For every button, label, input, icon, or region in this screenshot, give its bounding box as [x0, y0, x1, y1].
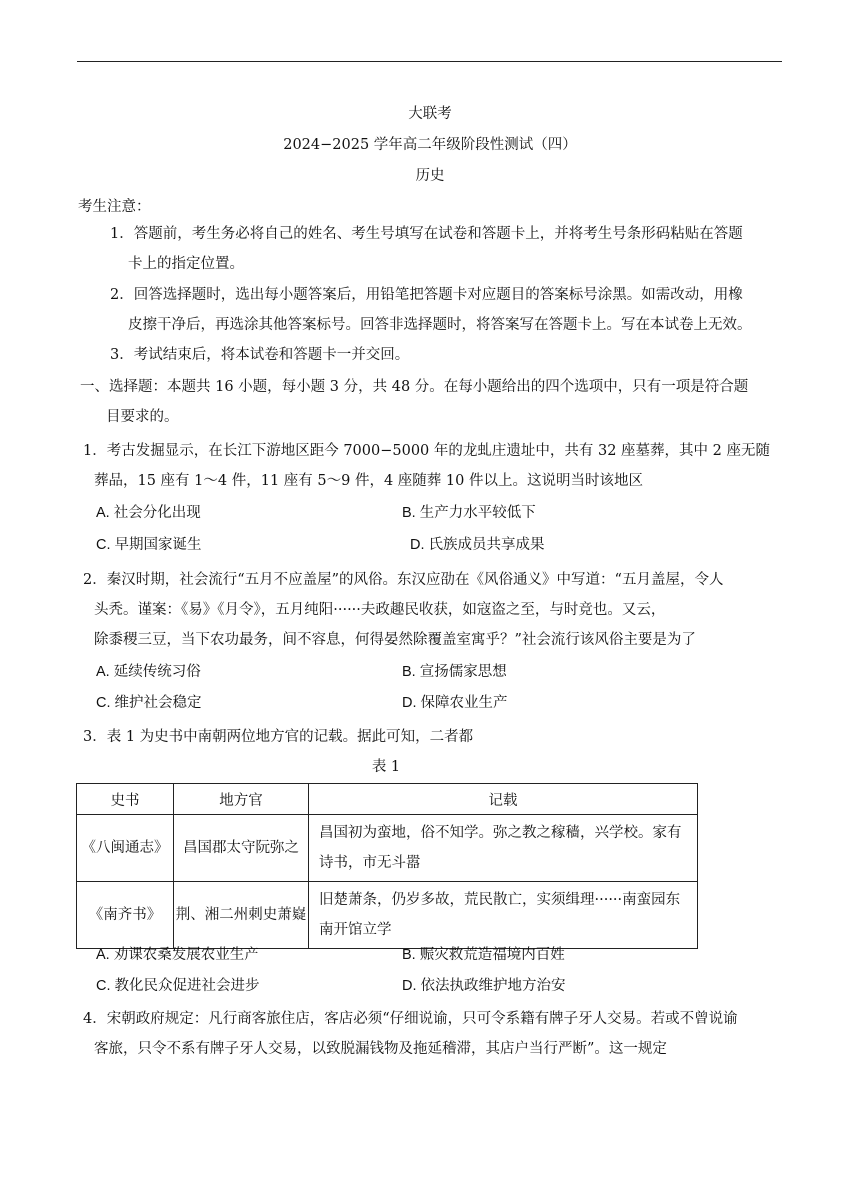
- table-caption: 表 1: [371, 759, 401, 775]
- question-1-line-2: 葬品，15 座有 1～4 件，11 座有 5～9 件，4 座随葬 10 件以上。这说明当时该地区: [94, 473, 643, 489]
- question-2-line-2: 头秃。谨案：《易》《月令》，五月纯阳······夫政趣民收获，如寇盗之至，与时竞也。又云，: [94, 602, 666, 618]
- notice-item-1-line-2: 卡上的指定位置。: [128, 256, 244, 272]
- notice-item-2-line-2: 皮擦干净后，再选涂其他答案标号。回答非选择题时，将答案写在答题卡上。写在本试卷上无效。: [128, 317, 752, 333]
- question-4-line-1: 4．宋朝政府规定：凡行商客旅住店，客店必须“仔细说谕，只可令系籍有牌子牙人交易。若或不曾说谕: [83, 1011, 738, 1027]
- table-cell-record: 昌国初为蛮地，俗不知学。弥之教之稼穑，兴学校。家有诗书，市无斗嚣: [309, 815, 698, 882]
- question-3-option-b[interactable]: B. 赈灾救荒造福境内百姓: [402, 947, 565, 963]
- exam-subject: 历史: [415, 168, 445, 184]
- section-1-heading-line-1: 一、选择题：本题共 16 小题，每小题 3 分，共 48 分。在每小题给出的四个选项中，只有一项是符合题: [80, 379, 749, 395]
- question-3-option-a[interactable]: A. 劝课农桑发展农业生产: [96, 947, 259, 963]
- header-rule: [77, 61, 782, 62]
- question-3-line-1: 3．表 1 为史书中南朝两位地方官的记载。据此可知，二者都: [83, 729, 474, 745]
- table-cell-official: 荆、湘二州刺史萧嶷: [174, 882, 309, 949]
- notice-item-3: 3．考试结束后，将本试卷和答题卡一并交回。: [110, 347, 410, 363]
- table-header-row: [77, 784, 698, 815]
- question-2-option-c[interactable]: C. 维护社会稳定: [96, 695, 202, 711]
- exam-title: 大联考: [408, 106, 452, 122]
- table-row: [77, 815, 698, 882]
- notice-item-2-line-1: 2．回答选择题时，选出每小题答案后，用铅笔把答题卡对应题目的答案标号涂黑。如需改动，用橡: [110, 287, 743, 303]
- question-2-option-d[interactable]: D. 保障农业生产: [402, 695, 508, 711]
- question-2-line-1: 2．秦汉时期，社会流行“五月不应盖屋”的风俗。东汉应劭在《风俗通义》中写道：“五月盖屋，令人: [83, 572, 724, 588]
- table-header-book: 史书: [77, 784, 174, 815]
- question-3-option-c[interactable]: C. 教化民众促进社会进步: [96, 978, 260, 994]
- question-1-option-d[interactable]: D. 氏族成员共享成果: [410, 537, 545, 553]
- question-2-line-3: 除黍稷三豆，当下农功最务，间不容息，何得晏然除覆盖室寓乎？”社会流行该风俗主要是为了: [94, 632, 696, 648]
- question-1-option-b[interactable]: B. 生产力水平较低下: [402, 505, 536, 521]
- table-header-official: 地方官: [174, 784, 309, 815]
- table-row: [77, 882, 698, 949]
- table-cell-record: 旧楚萧条，仍岁多故，荒民散亡，实须缉理······南蛮园东南开馆立学: [309, 882, 698, 949]
- exam-subtitle: 2024−2025 学年高二年级阶段性测试（四）: [283, 137, 577, 153]
- question-3-option-d[interactable]: D. 依法执政维护地方治安: [402, 978, 566, 994]
- question-1-option-a[interactable]: A. 社会分化出现: [96, 505, 201, 521]
- notice-item-1-line-1: 1．答题前，考生务必将自己的姓名、考生号填写在试卷和答题卡上，并将考生号条形码粘贴在答题: [110, 226, 743, 242]
- question-2-option-b[interactable]: B. 宣扬儒家思想: [402, 664, 507, 680]
- notice-heading: 考生注意：: [78, 199, 151, 215]
- question-1-line-1: 1．考古发掘显示，在长江下游地区距今 7000−5000 年的龙虬庄遗址中，共有 32 座墓葬，其中 2 座无随: [83, 443, 771, 459]
- question-4-line-2: 客旅，只令不系有牌子牙人交易，以致脱漏钱物及拖延稽滞，其店户当行严断”。这一规定: [94, 1041, 667, 1057]
- table-cell-official: 昌国郡太守阮弥之: [174, 815, 309, 882]
- question-2-option-a[interactable]: A. 延续传统习俗: [96, 664, 201, 680]
- table-cell-book: 《八闽通志》: [77, 815, 174, 882]
- section-1-heading-line-2: 目要求的。: [106, 409, 179, 425]
- table-header-record: 记载: [309, 784, 698, 815]
- table-cell-book: 《南齐书》: [77, 882, 174, 949]
- question-1-option-c[interactable]: C. 早期国家诞生: [96, 537, 202, 553]
- records-table: [76, 783, 698, 949]
